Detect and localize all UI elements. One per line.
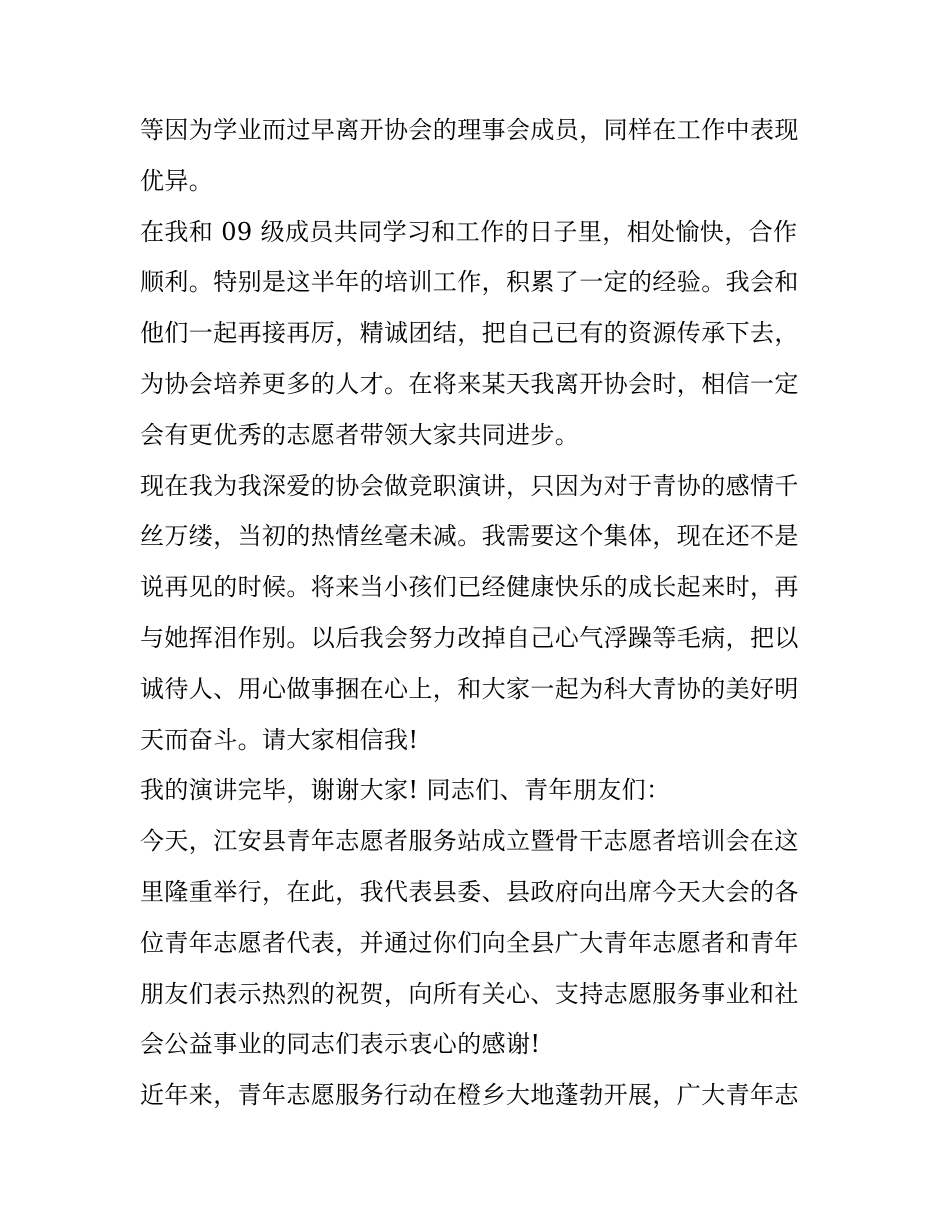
text-line: 优异。 [140,166,214,195]
text-line: 会有更优秀的志愿者带领大家共同进步。 [140,420,580,449]
text-line: 今天，江安县青年志愿者服务站成立暨骨干志愿者培训会在这 [140,827,799,856]
text-line: 丝万缕，当初的热情丝毫未减。我需要这个集体，现在还不是 [140,522,799,551]
text-line: 他们一起再接再厉，精诚团结，把自己已有的资源传承下去， [140,319,799,348]
text-line: 朋友们表示热烈的祝贺，向所有关心、支持志愿服务事业和社 [140,979,799,1008]
text-line: 天而奋斗。请大家相信我! [140,725,419,754]
text-line: 诚待人、用心做事捆在心上，和大家一起为科大青协的美好明 [140,674,799,703]
text-line: 里隆重举行，在此，我代表县委、县政府向出席今天大会的各 [140,877,799,906]
document-body [140,105,820,1121]
text-line: 我的演讲完毕，谢谢大家! 同志们、青年朋友们： [140,776,671,805]
paragraph-6 [140,1070,820,1121]
text-line: 说再见的时候。将来当小孩们已经健康快乐的成长起来时，再 [140,573,799,602]
text-line: 位青年志愿者代表，并通过你们向全县广大青年志愿者和青年 [140,928,799,957]
text-line: 近年来，青年志愿服务行动在橙乡大地蓬勃开展，广大青年志 [140,1081,799,1110]
text-line: 现在我为我深爱的协会做竞职演讲，只因为对于青协的感情千 [140,471,799,500]
text-line: 顺利。特别是这半年的培训工作，积累了一定的经验。我会和 [140,268,799,297]
paragraph-2 [140,207,820,461]
paragraph-1 [140,105,820,207]
text-line: 与她挥泪作别。以后我会努力改掉自己心气浮躁等毛病，把以 [140,623,799,652]
text-line: 会公益事业的同志们表示衷心的感谢! [140,1030,541,1059]
text-line: 等因为学业而过早离开协会的理事会成员，同样在工作中表现 [140,116,799,144]
paragraph-3 [140,461,820,766]
text-line: 为协会培养更多的人才。在将来某天我离开协会时，相信一定 [140,369,799,398]
paragraph-5 [140,816,820,1070]
paragraph-4 [140,765,820,816]
text-line: 在我和 09 级成员共同学习和工作的日子里，相处愉快，合作 [140,217,798,246]
